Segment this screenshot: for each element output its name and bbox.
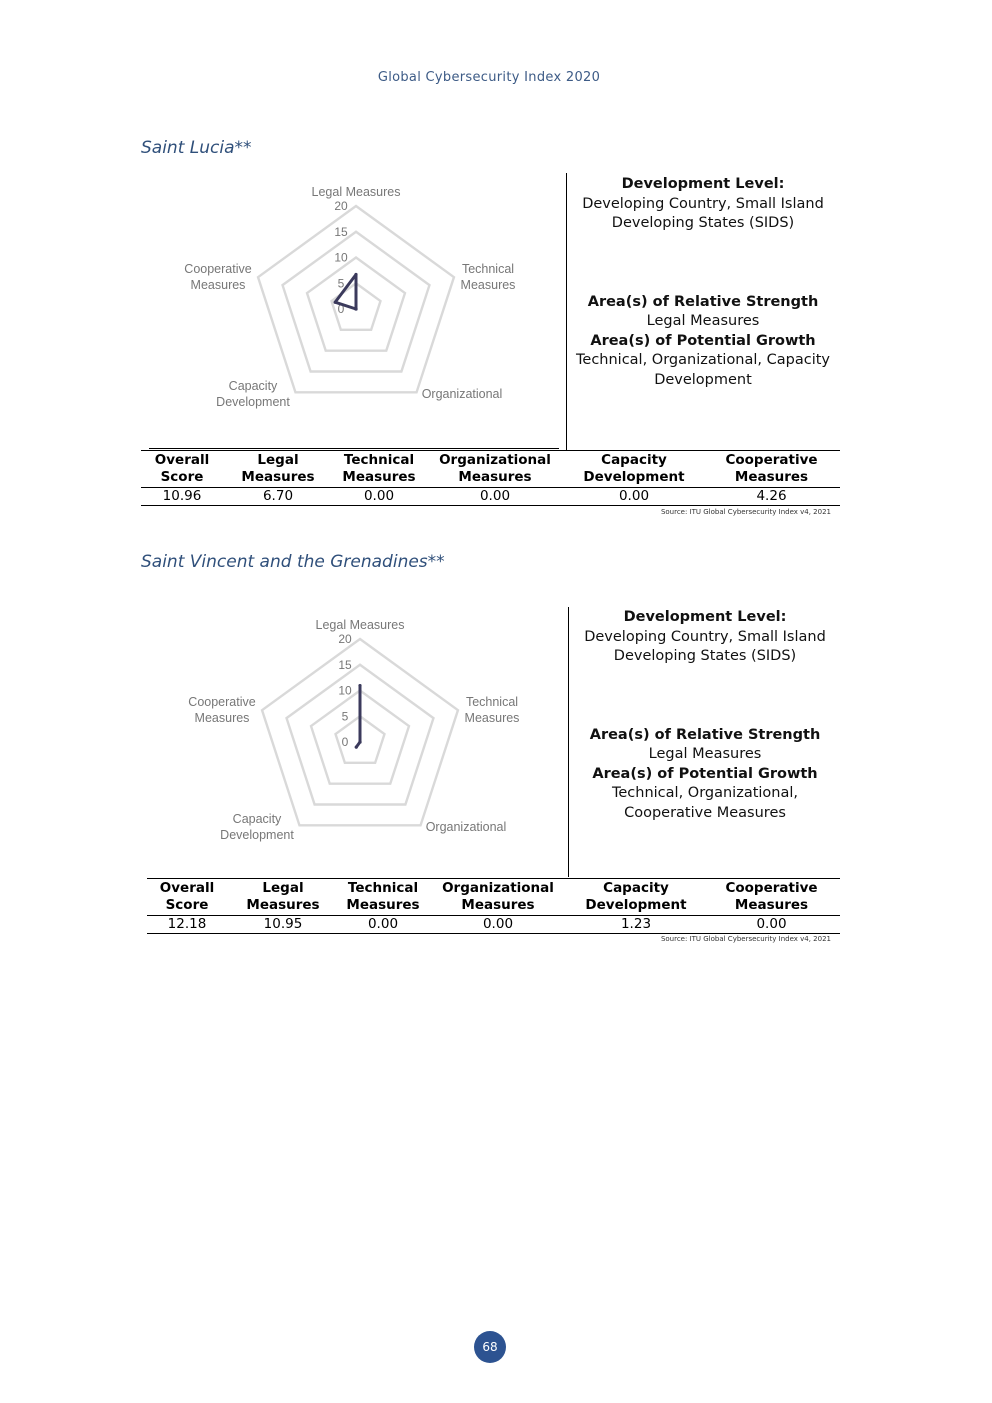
development-level-value: Developing Country, Small Island Developing States (SIDS) bbox=[582, 195, 824, 231]
value-organizational-measures: 0.00 bbox=[425, 488, 565, 506]
development-level-value: Developing Country, Small Island Developing States (SIDS) bbox=[584, 628, 826, 664]
header-technical-measures: Technical Measures bbox=[333, 451, 425, 488]
table-header-row bbox=[147, 879, 840, 916]
radar-tick-label: 20 bbox=[338, 632, 352, 646]
development-level-label: Development Level: bbox=[623, 609, 787, 625]
value-cooperative-measures: 4.26 bbox=[703, 488, 840, 506]
radar-axis-label: Measures bbox=[194, 711, 250, 725]
radar-axis-label: Technical bbox=[461, 262, 515, 276]
radar-data-point bbox=[358, 740, 361, 743]
value-overall-score: 12.18 bbox=[147, 916, 227, 934]
value-organizational-measures: 0.00 bbox=[427, 916, 569, 934]
header-overall-score: Overall Score bbox=[147, 879, 227, 916]
radar-axis-label: Measures bbox=[460, 278, 516, 292]
strength-label: Area(s) of Relative Strength bbox=[587, 293, 819, 310]
value-technical-measures: 0.00 bbox=[339, 916, 427, 934]
radar-axis-label: Measures bbox=[190, 278, 246, 292]
radar-tick-label: 15 bbox=[338, 657, 352, 672]
page-number-badge: 68 bbox=[474, 1331, 506, 1363]
radar-tick-label: 10 bbox=[338, 683, 352, 698]
score-table-saint-vincent bbox=[147, 878, 840, 934]
radar-axis-label: Development bbox=[216, 395, 290, 409]
radar-axis-label: Development bbox=[220, 828, 294, 842]
radar-chart-svg bbox=[141, 172, 569, 442]
header-capacity-development: Capacity Development bbox=[569, 879, 703, 916]
development-level-label: Development Level: bbox=[621, 176, 785, 192]
radar-data-point bbox=[354, 273, 357, 276]
header-cooperative-measures: Cooperative Measures bbox=[703, 451, 840, 488]
radar-axis-label: Technical bbox=[465, 695, 519, 709]
table-row bbox=[147, 916, 840, 934]
source-note: Source: ITU Global Cybersecurity Index v4, 2021 bbox=[660, 935, 831, 943]
strength-label: Area(s) of Relative Strength bbox=[589, 726, 821, 743]
radar-tick-label: 5 bbox=[341, 709, 349, 724]
chart-bottom-rule bbox=[149, 448, 559, 449]
radar-axis-label: Measures bbox=[464, 711, 520, 725]
value-overall-score: 10.96 bbox=[141, 488, 223, 506]
radar-chart-saint-lucia bbox=[141, 172, 569, 442]
country-title-saint-vincent: Saint Vincent and the Grenadines** bbox=[141, 552, 445, 572]
table-header-row bbox=[141, 451, 840, 488]
radar-tick-label: 0 bbox=[341, 735, 349, 749]
radar-data-point bbox=[334, 301, 337, 304]
header-overall-score: Overall Score bbox=[141, 451, 223, 488]
header-capacity-development: Capacity Development bbox=[565, 451, 703, 488]
radar-axis-label: Organizational bbox=[421, 387, 503, 401]
header-cooperative-measures: Cooperative Measures bbox=[703, 879, 840, 916]
value-capacity-development: 1.23 bbox=[569, 916, 703, 934]
radar-axis-label: Capacity bbox=[232, 812, 282, 826]
radar-data-point bbox=[354, 307, 357, 310]
header-organizational-measures: Organizational Measures bbox=[425, 451, 565, 488]
header-legal-measures: Legal Measures bbox=[223, 451, 333, 488]
radar-axis-label: Organizational bbox=[425, 820, 507, 834]
development-info-saint-vincent bbox=[569, 608, 841, 823]
radar-chart-saint-vincent bbox=[145, 605, 573, 875]
radar-axis-label: Capacity bbox=[228, 379, 278, 393]
radar-tick-label: 20 bbox=[334, 199, 348, 213]
radar-tick-label: 5 bbox=[337, 276, 345, 291]
value-legal-measures: 6.70 bbox=[223, 488, 333, 506]
value-cooperative-measures: 0.00 bbox=[703, 916, 840, 934]
strength-value: Legal Measures bbox=[646, 313, 760, 329]
growth-value: Technical, Organizational, Capacity Development bbox=[576, 352, 830, 388]
score-table-saint-lucia bbox=[141, 450, 840, 506]
strength-value: Legal Measures bbox=[648, 746, 762, 762]
header-technical-measures: Technical Measures bbox=[339, 879, 427, 916]
growth-label: Area(s) of Potential Growth bbox=[592, 765, 818, 782]
value-legal-measures: 10.95 bbox=[227, 916, 339, 934]
source-note: Source: ITU Global Cybersecurity Index v4, 2021 bbox=[660, 508, 831, 516]
radar-tick-label: 0 bbox=[337, 302, 345, 316]
growth-label: Area(s) of Potential Growth bbox=[590, 332, 816, 349]
radar-axis-label: Legal Measures bbox=[311, 185, 401, 199]
radar-axis-label: Legal Measures bbox=[315, 618, 405, 632]
radar-axis-label: Cooperative bbox=[188, 695, 256, 709]
header-legal-measures: Legal Measures bbox=[227, 879, 339, 916]
table-row bbox=[141, 488, 840, 506]
radar-tick-label: 15 bbox=[334, 224, 348, 239]
radar-chart-svg bbox=[145, 605, 573, 875]
radar-data-point bbox=[355, 746, 358, 749]
radar-data-point bbox=[358, 684, 361, 687]
radar-axis-label: Cooperative bbox=[184, 262, 252, 276]
development-info-saint-lucia bbox=[567, 175, 839, 390]
radar-tick-label: 10 bbox=[334, 250, 348, 265]
header-organizational-measures: Organizational Measures bbox=[427, 879, 569, 916]
running-header: Global Cybersecurity Index 2020 bbox=[377, 70, 601, 85]
value-capacity-development: 0.00 bbox=[565, 488, 703, 506]
growth-value: Technical, Organizational, Cooperative Measures bbox=[611, 785, 799, 821]
country-title-saint-lucia: Saint Lucia** bbox=[141, 138, 252, 158]
value-technical-measures: 0.00 bbox=[333, 488, 425, 506]
